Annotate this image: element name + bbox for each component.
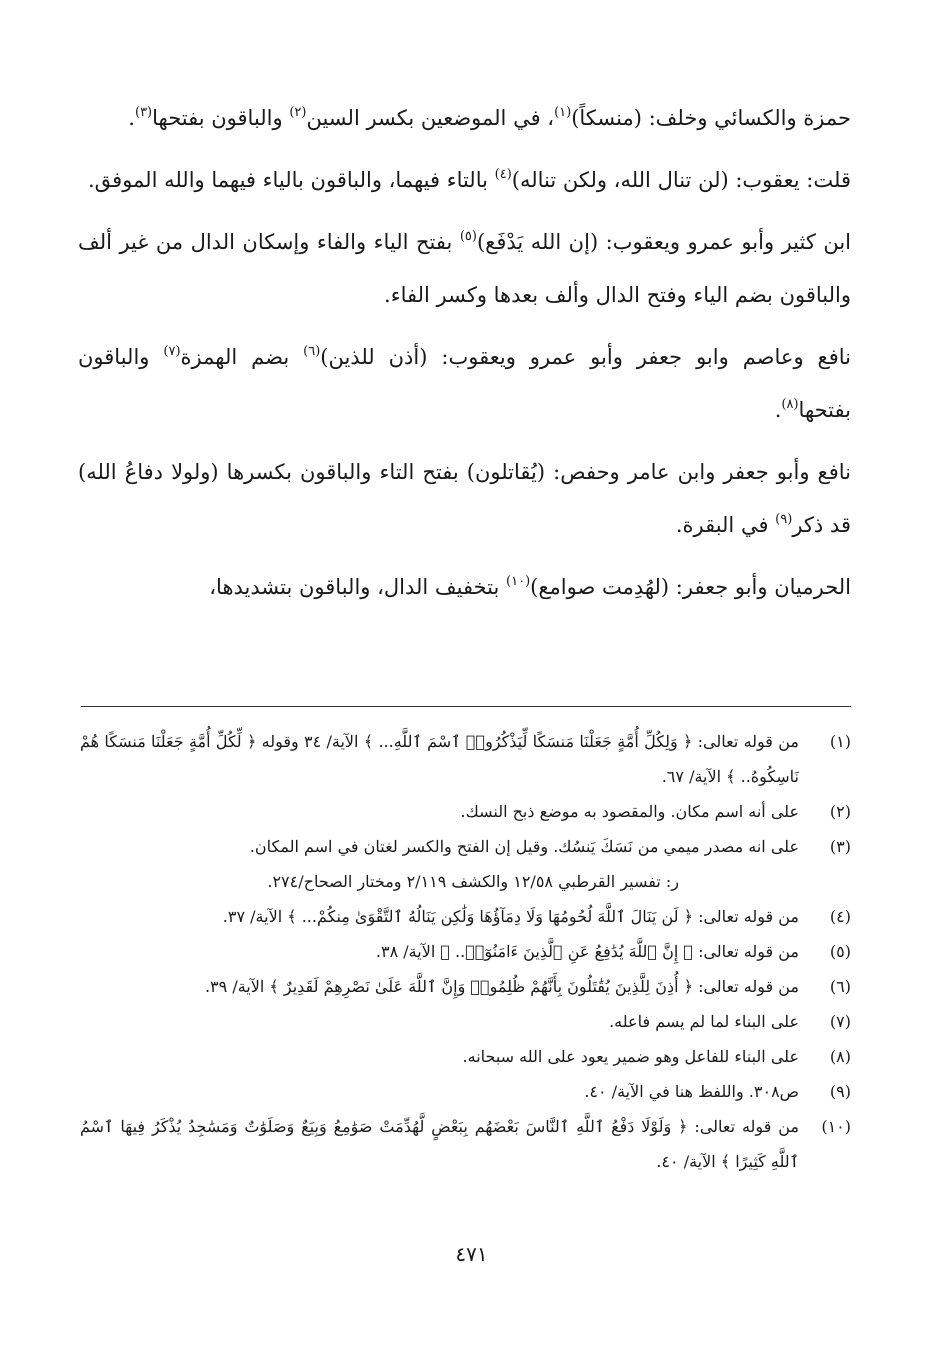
page-number: ٤٧١ — [455, 1242, 488, 1266]
text-segment: بفتح الياء والفاء وإسكان الدال من غير ألف والباقون بضم الياء وفتح الدال وألف بعدها وكسر الفاء. — [78, 230, 851, 307]
footnote-separator — [81, 706, 851, 707]
footnote-text: على البناء لما لم يسم فاعله. — [609, 1012, 799, 1031]
text-segment: قلت: يعقوب: (لن تنال الله، ولكن تناله) — [511, 168, 851, 192]
text-segment: في البقرة. — [675, 513, 776, 537]
footnote-4 — [80, 899, 851, 934]
footnote-9 — [80, 1074, 851, 1109]
footnote-number: (٩) — [829, 1082, 851, 1101]
paragraph-2 — [78, 154, 851, 207]
footnote-5 — [80, 934, 851, 969]
footnote-number — [799, 864, 851, 899]
text-segment: . — [774, 398, 782, 422]
footnote-text: من قوله تعالى: ﴿ وَلِكُلِّ أُمَّةٍ جَعَلْنَا مَنسَكًا لِّيَذْكُرُوا۟ ٱسْمَ ٱللَّهِ... ﴾ الآية/ ٣٤ وقوله ﴿ لِّكُلِّ أُمَّةٍ جَعَلْنَا مَنسَكًا هُمْ نَاسِكُوهُ.. ﴾ الآية/ ٦٧. — [80, 732, 799, 786]
footnote-8 — [80, 1039, 851, 1074]
footnote-ref: (٣) — [134, 105, 153, 120]
paragraph-1 — [78, 92, 851, 145]
text-segment: ، في الموضعين بكسر السين — [306, 106, 555, 130]
footnote-ref: (٥) — [459, 229, 477, 244]
footnote-1 — [80, 724, 851, 794]
footnote-6 — [80, 969, 851, 1004]
footnote-10 — [80, 1109, 851, 1179]
footnote-ref: (٢) — [289, 105, 307, 120]
footnote-3 — [80, 829, 851, 864]
text-segment: والباقون بفتحها — [78, 345, 851, 422]
footnote-ref: (١) — [554, 105, 572, 120]
text-segment: بالتاء فيهما، والباقون بالياء فيهما والله الموفق. — [87, 168, 495, 192]
footnotes — [80, 724, 851, 1179]
footnote-7 — [80, 1004, 851, 1039]
footnote-ref: (٤) — [494, 167, 512, 182]
paragraph-5 — [78, 446, 851, 552]
text-segment: الحرميان وأبو جعفر: (لهُدِمت صوامع) — [530, 575, 851, 599]
footnote-number: (٢) — [829, 802, 851, 821]
footnote-ref: (٧) — [163, 344, 181, 359]
text-segment: والباقون بفتحها — [152, 106, 290, 130]
paragraph-4 — [78, 331, 851, 437]
text-segment: . — [128, 106, 135, 130]
footnote-number: (١٠) — [821, 1117, 851, 1136]
footnote-number: (١) — [829, 732, 851, 751]
footnote-ref: (٦) — [303, 344, 321, 359]
text-segment: ابن كثير وأبو عمرو ويعقوب: (إن الله يَدْفَع) — [476, 230, 851, 254]
footnote-text: من قوله تعالى: ﴿ وَلَوْلَا دَفْعُ ٱللَّهِ ٱلنَّاسَ بَعْضَهُم بِبَعْضٍ لَّهُدِّمَتْ صَوَٰمِعُ وَبِيَعٌ وَصَلَوَٰتٌ وَمَسَٰجِدُ يُذْكَرُ فِيهَا ٱسْمُ ٱللَّهِ كَثِيرًا ﴾ الآية/ ٤٠. — [80, 1117, 799, 1171]
footnote-3-reference — [80, 864, 851, 899]
main-text — [78, 92, 851, 623]
footnote-number: (٨) — [829, 1047, 851, 1066]
footnote-ref: (٨) — [781, 397, 799, 412]
footnote-text: ر: تفسير القرطبي ١٢/٥٨ والكشف ٢/١١٩ ومختار الصحاح/٢٧٤. — [267, 872, 679, 891]
footnote-number: (٦) — [829, 977, 851, 996]
footnote-ref: (٩) — [775, 512, 793, 527]
paragraph-6 — [78, 561, 851, 614]
text-segment: بتخفيف الدال، والباقون بتشديدها، — [209, 575, 507, 599]
text-segment: بضم الهمزة — [180, 345, 304, 369]
text-segment: نافع وعاصم وابو جعفر وأبو عمرو ويعقوب: (أذن للذين) — [320, 345, 852, 369]
footnote-number: (٥) — [829, 942, 851, 961]
footnote-number: (٤) — [829, 907, 851, 926]
footnote-text: على انه مصدر ميمي من نَسَكَ يَنسُك. وقيل إن الفتح والكسر لغتان في اسم المكان. — [249, 837, 799, 856]
footnote-text: من قوله تعالى: ﴿ إِنَّ ٱللَّهَ يُدَٰفِعُ عَنِ ٱلَّذِينَ ءَامَنُوٓا۟.. ﴾ الآية/ ٣٨. — [375, 942, 799, 961]
footnote-text: من قوله تعالى: ﴿ أُذِنَ لِلَّذِينَ يُقَٰتَلُونَ بِأَنَّهُمْ ظُلِمُوا۟ وَإِنَّ ٱللَّهَ عَلَىٰ نَصْرِهِمْ لَقَدِيرٌ ﴾ الآية/ ٣٩. — [204, 977, 799, 996]
footnote-number: (٣) — [829, 837, 851, 856]
footnote-text: ص٣٠٨. واللفظ هنا في الآية/ ٤٠. — [584, 1082, 799, 1101]
footnote-text: على أنه اسم مكان. والمقصود به موضع ذبح النسك. — [460, 802, 799, 821]
footnote-text: على البناء للفاعل وهو ضمير يعود على الله سبحانه. — [462, 1047, 799, 1066]
footnote-text: من قوله تعالى: ﴿ لَن يَنَالَ ٱللَّهَ لُحُومُهَا وَلَا دِمَآؤُهَا وَلَٰكِن يَنَالُهُ ٱلتَّقْوَىٰ مِنكُمْ... ﴾ الآية/ ٣٧. — [222, 907, 799, 926]
footnote-number: (٧) — [829, 1012, 851, 1031]
footnote-ref: (١٠) — [506, 574, 531, 589]
footnote-2 — [80, 794, 851, 829]
text-segment: حمزة والكسائي وخلف: (منسكاً) — [571, 106, 851, 130]
text-segment: نافع وأبو جعفر وابن عامر وحفص: (يُقاتلون) بفتح التاء والباقون بكسرها (ولولا دفاعُ الله) قد ذكر — [78, 460, 851, 537]
paragraph-3 — [78, 216, 851, 322]
